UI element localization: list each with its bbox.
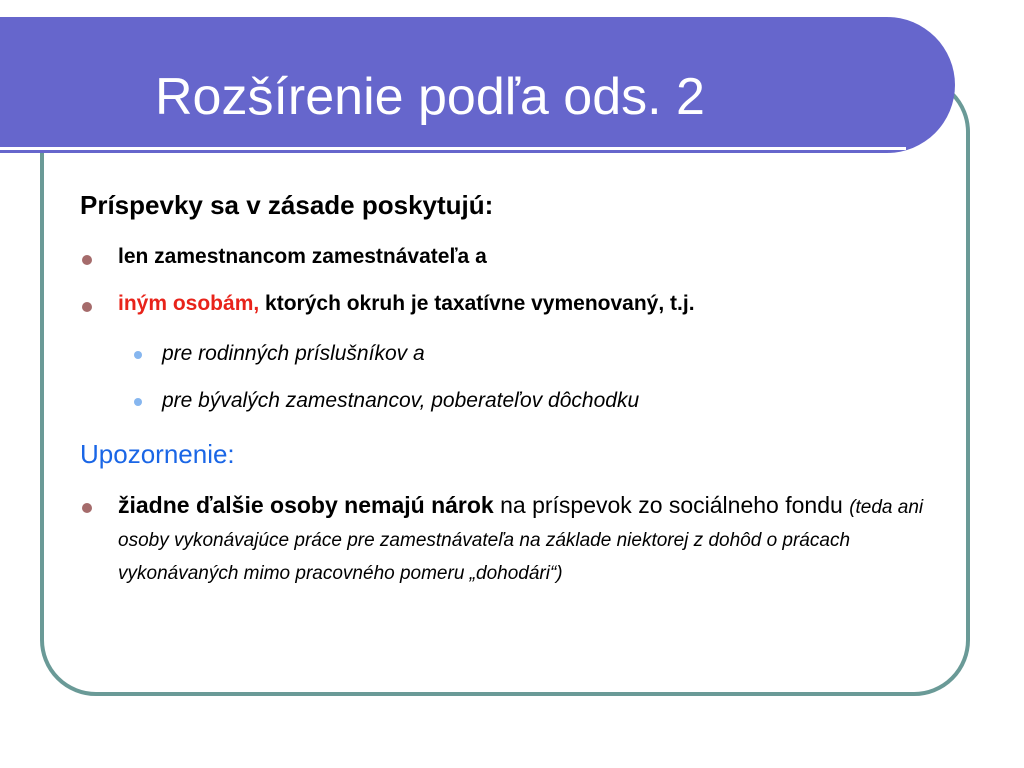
- content-heading: Príspevky sa v zásade poskytujú:: [80, 190, 494, 220]
- slide-title: Rozšírenie podľa ods. 2: [155, 68, 705, 126]
- bullet-other-persons: [118, 292, 695, 316]
- sub-bullet-former-employees: pre bývalých zamestnancov, poberateľov dôchodku: [162, 389, 640, 412]
- sub-bullet-dot-icon: [134, 351, 142, 359]
- sub-bullet-dot-icon: [134, 398, 142, 406]
- warning-heading: Upozornenie:: [80, 439, 235, 469]
- title-bar: [0, 17, 955, 153]
- bullet-employees: len zamestnancom zamestnávateľa a: [118, 245, 487, 268]
- warning-italic: (teda ani osoby vykonávajúce práce pre zamestnávateľa na základe niektorej z dohôd o prácach vykonávaných mimo pracovného pomeru „dohodári“): [118, 497, 924, 584]
- warning-paragraph: [118, 490, 948, 589]
- title-underline: [0, 147, 906, 150]
- bullet-dot-icon: [82, 255, 92, 265]
- warning-normal: na príspevok zo sociálneho fondu: [493, 492, 850, 518]
- slide-frame: [40, 76, 970, 696]
- bullet-other-persons-text: ktorých okruh je taxatívne vymenovaný, t.j.: [259, 292, 695, 315]
- bullet-dot-icon: [82, 302, 92, 312]
- sub-bullet-family: pre rodinných príslušníkov a: [162, 342, 425, 365]
- bullet-dot-icon: [82, 503, 92, 513]
- highlight-other-persons: iným osobám,: [118, 292, 260, 315]
- warning-bold: žiadne ďalšie osoby nemajú nárok: [118, 492, 494, 518]
